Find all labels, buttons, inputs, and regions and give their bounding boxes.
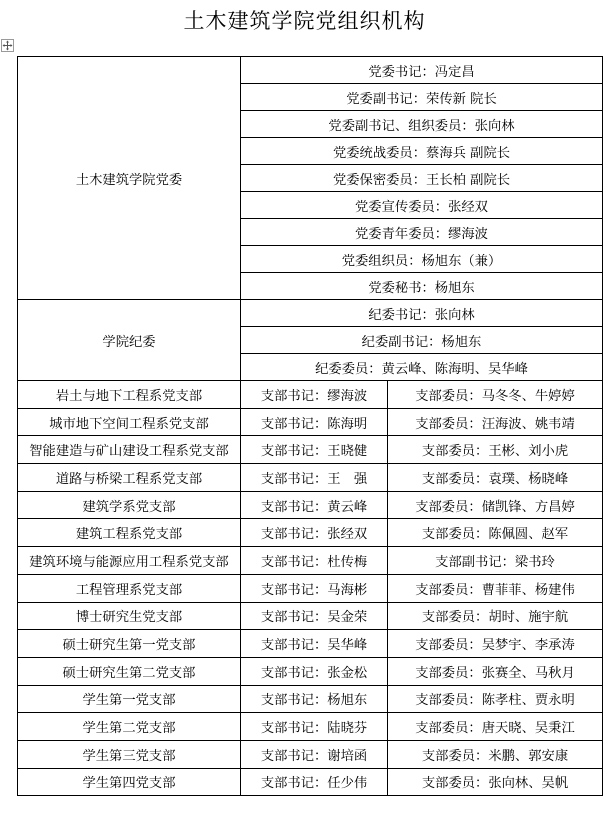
branch-members-cell: 支部委员：陈孝柱、贾永明	[388, 685, 603, 713]
branch-row	[18, 574, 603, 602]
discipline-member-cell: 纪委书记：张向林	[241, 300, 603, 327]
branch-name-cell: 博士研究生党支部	[18, 602, 241, 630]
committee-member-cell: 党委书记：冯定昌	[241, 57, 603, 84]
branch-name-cell: 道路与桥梁工程系党支部	[18, 464, 241, 492]
branch-secretary-cell: 支部书记：张金松	[241, 657, 388, 685]
branch-name-cell: 建筑工程系党支部	[18, 519, 241, 547]
branch-members-cell: 支部委员：吴梦宇、李承涛	[388, 630, 603, 658]
branch-members-cell: 支部副书记：梁书玲	[388, 547, 603, 575]
branch-secretary-cell: 支部书记：王晓健	[241, 436, 388, 464]
branch-secretary-cell: 支部书记：缪海波	[241, 381, 388, 409]
branch-name-cell: 建筑环境与能源应用工程系党支部	[18, 547, 241, 575]
committee-member-cell: 党委秘书：杨旭东	[241, 273, 603, 300]
discipline-name-cell: 学院纪委	[18, 300, 241, 381]
branch-row	[18, 491, 603, 519]
discipline-member-cell: 纪委委员：黄云峰、陈海明、吴华峰	[241, 354, 603, 381]
branch-members-cell: 支部委员：曹菲菲、杨建伟	[388, 574, 603, 602]
branch-row	[18, 381, 603, 409]
committee-member-cell: 党委统战委员：蔡海兵 副院长	[241, 138, 603, 165]
branch-members-cell: 支部委员：汪海波、姚韦靖	[388, 408, 603, 436]
committee-name-cell: 土木建筑学院党委	[18, 57, 241, 300]
branch-row	[18, 740, 603, 768]
branch-members-cell: 支部委员：张赛全、马秋月	[388, 657, 603, 685]
branch-secretary-cell: 支部书记：陈海明	[241, 408, 388, 436]
branch-secretary-cell: 支部书记：黄云峰	[241, 491, 388, 519]
branch-row	[18, 519, 603, 547]
branch-name-cell: 岩土与地下工程系党支部	[18, 381, 241, 409]
branch-row	[18, 630, 603, 658]
branch-name-cell: 学生第三党支部	[18, 740, 241, 768]
branch-secretary-cell: 支部书记：任少伟	[241, 768, 388, 796]
committee-member-cell: 党委副书记：荣传新 院长	[241, 84, 603, 111]
branch-secretary-cell: 支部书记：吴金荣	[241, 602, 388, 630]
branch-row	[18, 547, 603, 575]
branch-name-cell: 工程管理系党支部	[18, 574, 241, 602]
page-title: 土木建筑学院党组织机构	[183, 9, 426, 33]
branch-name-cell: 硕士研究生第一党支部	[18, 630, 241, 658]
branch-row	[18, 713, 603, 741]
committee-member-cell: 党委组织员：杨旭东（兼）	[241, 246, 603, 273]
branch-secretary-cell: 支部书记：陆晓芬	[241, 713, 388, 741]
committee-member-cell: 党委青年委员：缪海波	[241, 219, 603, 246]
branch-row	[18, 685, 603, 713]
branch-name-cell: 建筑学系党支部	[18, 491, 241, 519]
branch-row	[18, 657, 603, 685]
branch-members-cell: 支部委员：陈佩圆、赵军	[388, 519, 603, 547]
discipline-member-cell: 纪委副书记：杨旭东	[241, 327, 603, 354]
branch-name-cell: 硕士研究生第二党支部	[18, 657, 241, 685]
branch-members-cell: 支部委员：张向林、吴帆	[388, 768, 603, 796]
branch-members-cell: 支部委员：米鹏、郭安康	[388, 740, 603, 768]
branch-name-cell: 智能建造与矿山建设工程系党支部	[18, 436, 241, 464]
org-structure-table	[17, 56, 603, 796]
branch-members-cell: 支部委员：马冬冬、牛婷婷	[388, 381, 603, 409]
branch-name-cell: 学生第四党支部	[18, 768, 241, 796]
branch-members-cell: 支部委员：王彬、刘小虎	[388, 436, 603, 464]
committee-member-cell: 党委副书记、组织委员：张向林	[241, 111, 603, 138]
branch-secretary-cell: 支部书记：吴华峰	[241, 630, 388, 658]
branch-secretary-cell: 支部书记：张经双	[241, 519, 388, 547]
branch-row	[18, 602, 603, 630]
branch-members-cell: 支部委员：唐天晓、吴秉江	[388, 713, 603, 741]
scroll-mark	[602, 442, 609, 456]
branch-row	[18, 408, 603, 436]
committee-member-cell: 党委宣传委员：张经双	[241, 192, 603, 219]
branch-secretary-cell: 支部书记：谢培函	[241, 740, 388, 768]
branch-row	[18, 464, 603, 492]
branch-name-cell: 学生第一党支部	[18, 685, 241, 713]
discipline-row	[18, 300, 603, 327]
committee-row	[18, 57, 603, 84]
branch-members-cell: 支部委员：储凯锋、方昌婷	[388, 491, 603, 519]
branch-name-cell: 城市地下空间工程系党支部	[18, 408, 241, 436]
branch-secretary-cell: 支部书记：马海彬	[241, 574, 388, 602]
branch-secretary-cell: 支部书记：杜传梅	[241, 547, 388, 575]
branch-secretary-cell: 支部书记：杨旭东	[241, 685, 388, 713]
branch-row	[18, 768, 603, 796]
committee-member-cell: 党委保密委员：王长柏 副院长	[241, 165, 603, 192]
branch-secretary-cell: 支部书记：王 强	[241, 464, 388, 492]
scroll-mark	[602, 413, 609, 427]
branch-members-cell: 支部委员：胡时、施宇航	[388, 602, 603, 630]
branch-row	[18, 436, 603, 464]
table-move-handle-icon[interactable]	[1, 39, 14, 52]
branch-name-cell: 学生第二党支部	[18, 713, 241, 741]
branch-members-cell: 支部委员：袁璞、杨晓峰	[388, 464, 603, 492]
